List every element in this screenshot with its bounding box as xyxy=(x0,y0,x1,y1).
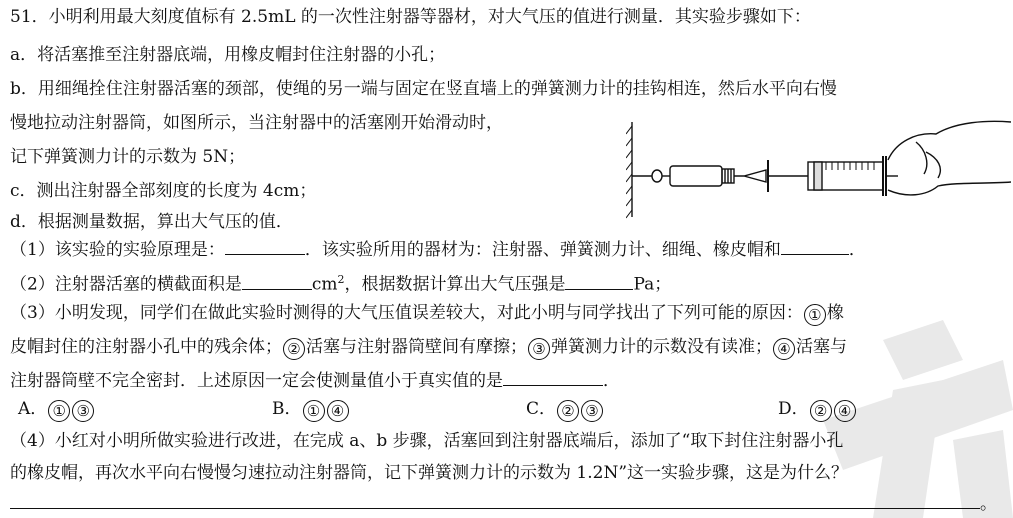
q2-line: （2）注射器活塞的横截面积是 $cm^2$，根据数据计算出大气压强是 Pa； xyxy=(10,273,672,295)
spring-scale xyxy=(670,166,722,186)
step-b-line1: b．用细绳拴住注射器活塞的颈部，使绳的另一端与固定在竖直墙上的弹簧测力计的挂钩相连，然后水平向右慢 xyxy=(10,79,837,99)
q4-line2: 的橡皮帽，再次水平向右慢慢匀速拉动注射器筒，记下弹簧测力计的示数为 1.2N”这一实验步骤，这是为什么？ xyxy=(10,463,849,483)
q3-line3: 注射器筒壁不完全密封．上述原因一定会使测量值小于真实值的是 ． xyxy=(10,371,620,391)
q1-blank-2[interactable] xyxy=(781,238,849,255)
q4-blank[interactable] xyxy=(10,492,980,509)
q4-line1: （4）小红对小明所做实验进行改进，在完成 a、b 步骤，活塞回到注射器底端后，添加了“取下封住注射器小孔 xyxy=(10,431,844,451)
step-c: c．测出注射器全部刻度的长度为 4cm； xyxy=(10,181,317,201)
q1-line: （1）该实验的实验原理是： ．该实验所用的器材为：注射器、弹簧测力计、细绳、橡皮帽和 ． xyxy=(10,240,866,260)
option-c[interactable]: C． ② ③ xyxy=(526,398,604,422)
experiment-figure xyxy=(626,112,1011,224)
option-b[interactable]: B． ① ④ xyxy=(272,398,350,422)
q2-blank-pressure[interactable] xyxy=(565,273,633,290)
option-a[interactable]: A． ① ③ xyxy=(18,398,95,422)
step-b-line2: 慢地拉动注射器筒，如图所示，当注射器中的活塞刚开始滑动时， xyxy=(10,113,503,133)
option-d[interactable]: D． ② ④ xyxy=(778,398,857,422)
question-number: 51． xyxy=(10,7,49,27)
wall-hatching xyxy=(626,126,632,218)
q3-blank[interactable] xyxy=(503,369,603,386)
q4-answer-line: 。 xyxy=(10,492,997,515)
step-d: d．根据测量数据，算出大气压的值． xyxy=(10,212,293,232)
hand xyxy=(888,121,1011,195)
intro-line: 51．小明利用最大刻度值标有 2.5mL 的一次性注射器等器材，对大气压的值进行测量．其实验步骤如下： xyxy=(10,7,811,27)
q2-blank-area[interactable] xyxy=(242,273,312,290)
q1-blank-1[interactable] xyxy=(225,238,305,255)
q3-line1: （3）小明发现，同学们在做此实验时测得的大气压值误差较大，对此小明与同学找出了下列可能的原因： ① 橡 xyxy=(10,303,844,324)
step-a: a．将活塞推至注射器底端，用橡皮帽封住注射器的小孔； xyxy=(10,45,446,65)
q3-line2: 皮帽封住的注射器小孔中的残余体； ② 活塞与注射器筒壁间有摩擦； ③ 弹簧测力计的示数没有读准； ④ 活塞与 xyxy=(10,337,847,358)
step-b-line3: 记下弹簧测力计的示数为 5N； xyxy=(10,147,246,167)
